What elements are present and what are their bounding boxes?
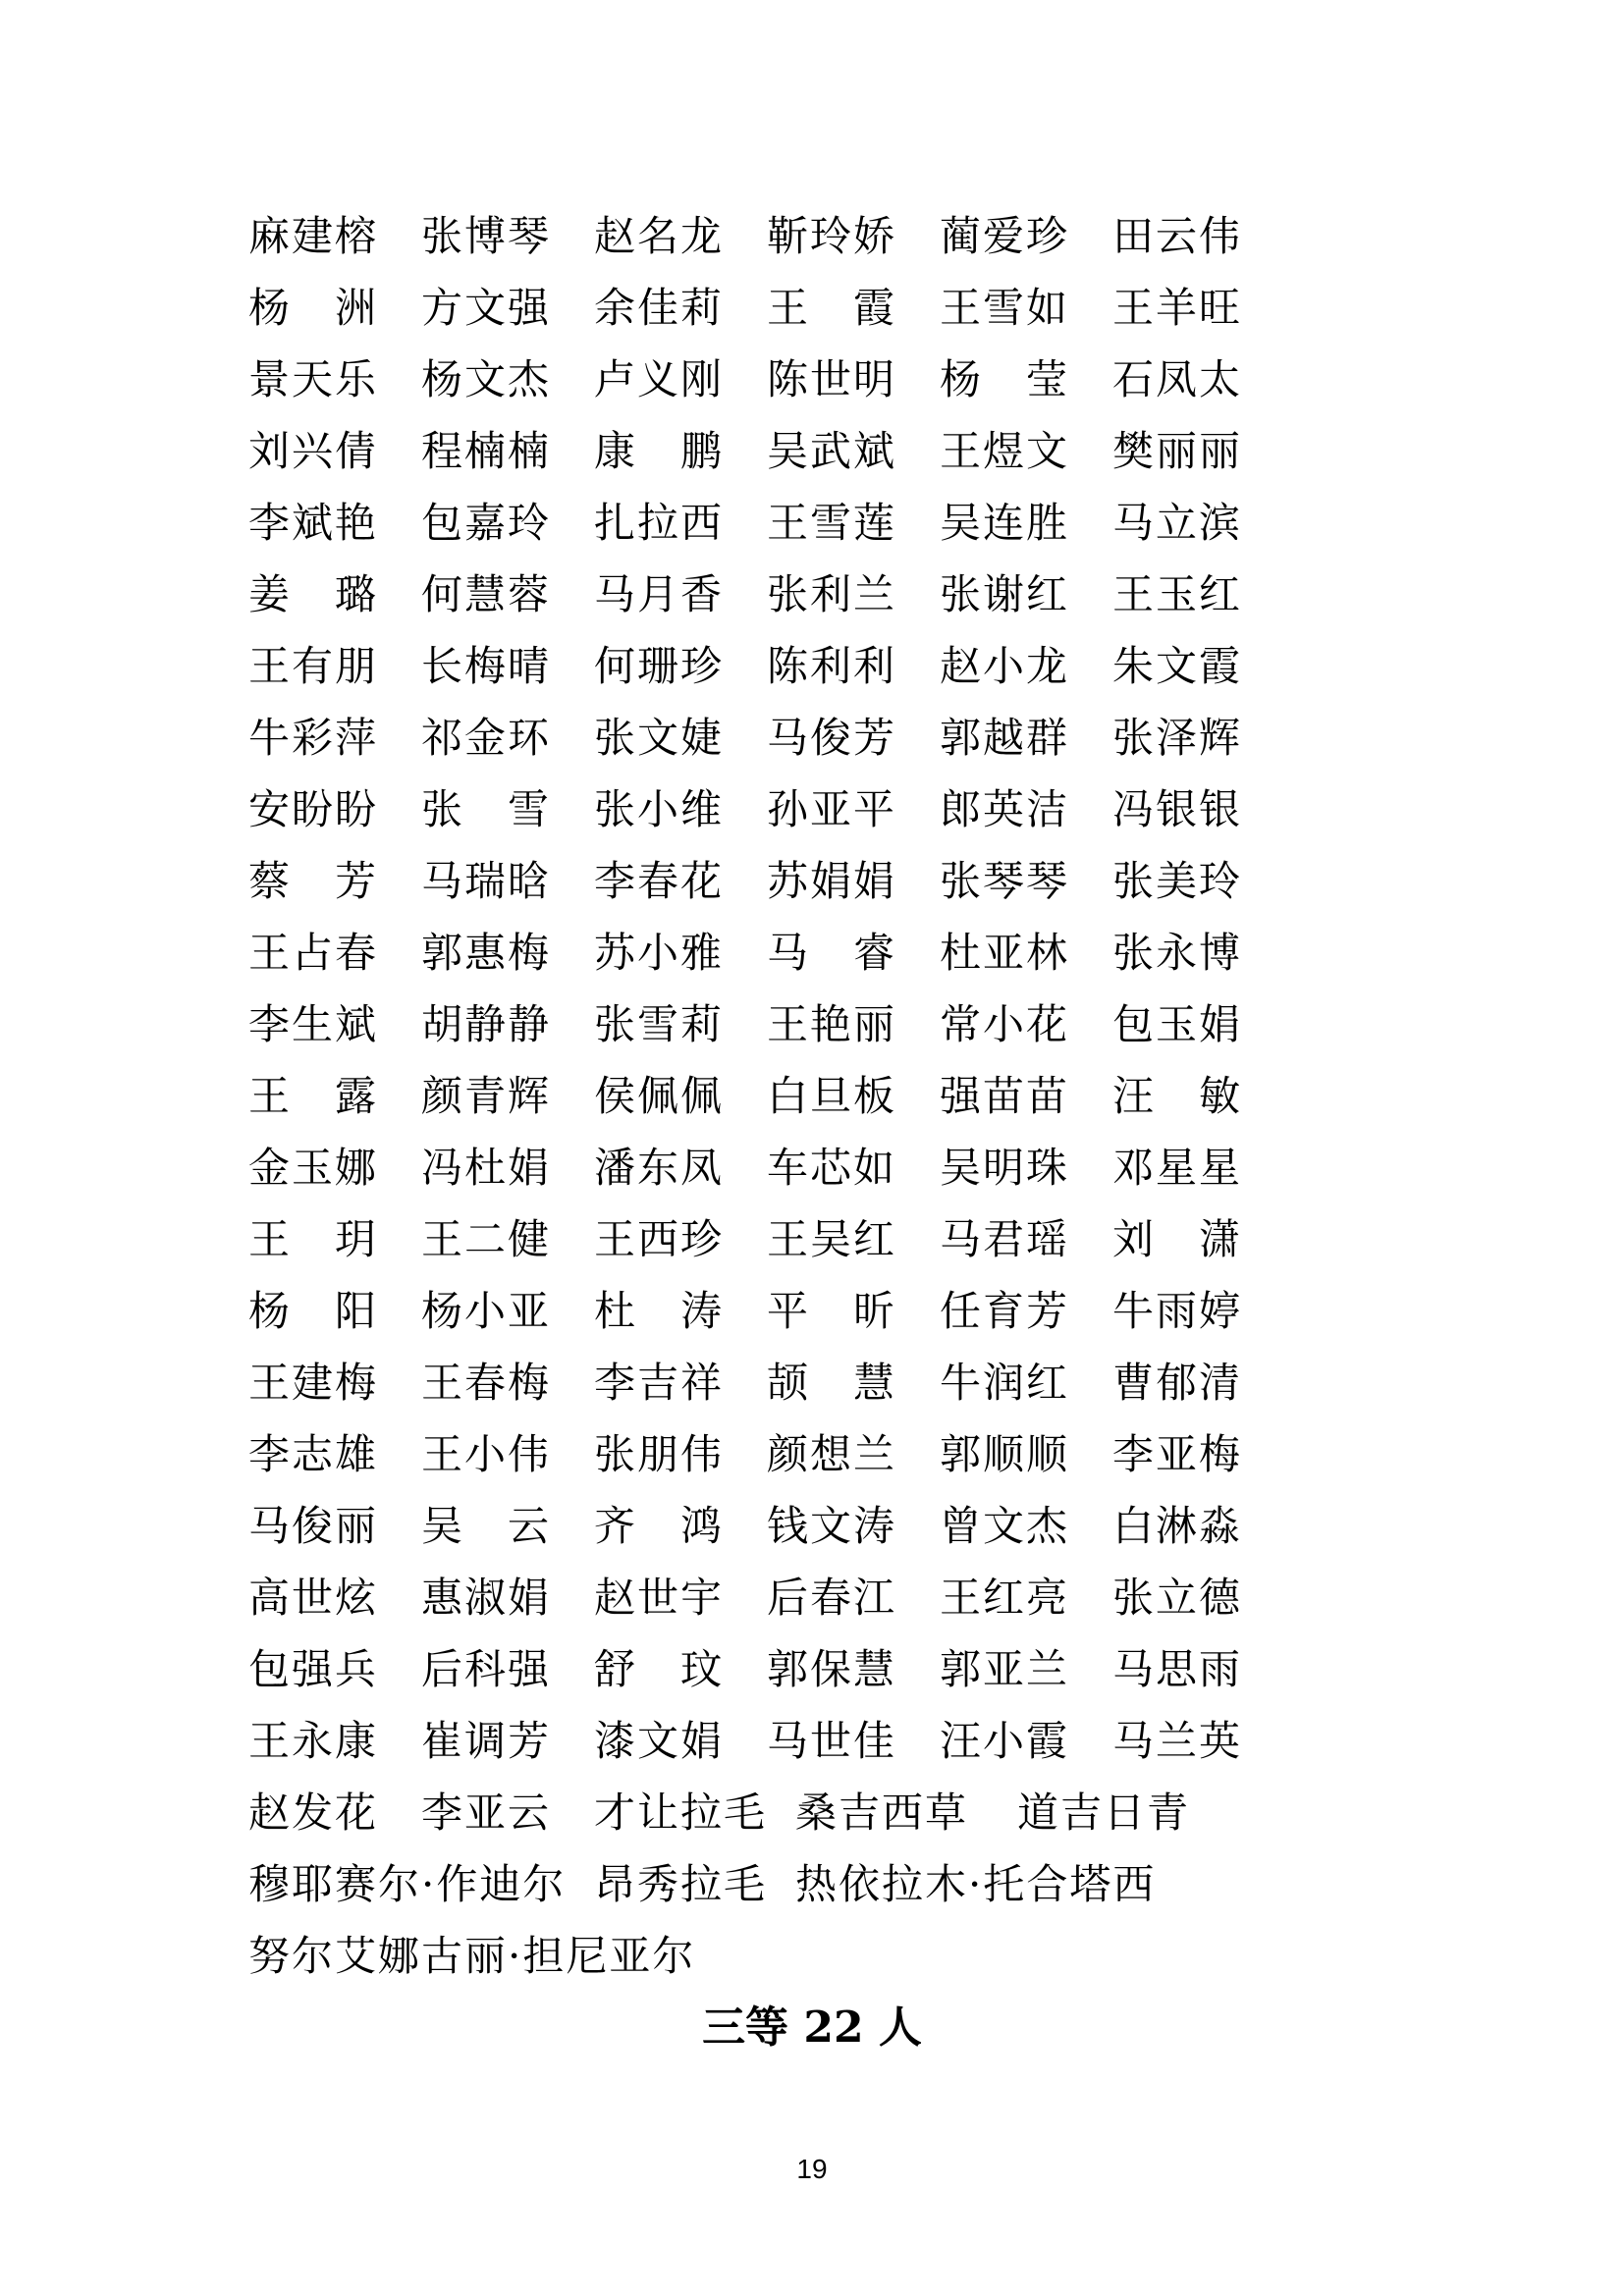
name-cell: 张谢红: [940, 570, 1070, 618]
name-row: [248, 1714, 1358, 1786]
name-cell: 赵小龙: [940, 642, 1070, 690]
name-cell: 颉 慧: [767, 1359, 897, 1407]
name-cell: 强苗苗: [940, 1072, 1070, 1120]
name-row: [248, 782, 1358, 854]
name-cell: 赵发花: [248, 1789, 379, 1837]
name-cell: 王艳丽: [767, 1000, 897, 1048]
name-cell: 杨 洲: [248, 284, 379, 332]
name-cell: 潘东凤: [594, 1144, 725, 1192]
name-cell: 牛雨婷: [1112, 1287, 1243, 1335]
name-cell: 何慧蓉: [421, 570, 552, 618]
name-row: [248, 1571, 1358, 1642]
name-cell: 马瑞晗: [421, 857, 552, 905]
name-cell: 马兰英: [1112, 1717, 1243, 1765]
name-cell: 曹郁清: [1112, 1359, 1243, 1407]
name-cell: 王小伟: [421, 1430, 552, 1478]
name-row: [248, 1212, 1358, 1284]
name-cell: 舒 玟: [594, 1645, 725, 1693]
name-cell: 后春江: [767, 1574, 897, 1622]
name-row: [248, 639, 1358, 711]
name-cell: 刘 潇: [1112, 1215, 1243, 1263]
name-row: [248, 997, 1358, 1069]
name-cell: 李吉祥: [594, 1359, 725, 1407]
name-cell: 道吉日青: [1017, 1789, 1191, 1837]
name-cell: 王吴红: [767, 1215, 897, 1263]
name-cell: 王煜文: [940, 427, 1070, 475]
name-cell: 高世炫: [248, 1574, 379, 1622]
name-list: [248, 209, 1358, 2001]
name-cell: 郭惠梅: [421, 929, 552, 977]
name-cell: 余佳莉: [594, 284, 725, 332]
name-cell: 卢义刚: [594, 355, 725, 403]
name-cell: 包强兵: [248, 1645, 379, 1693]
name-cell: 靳玲娇: [767, 212, 897, 260]
name-cell: 马立滨: [1112, 499, 1243, 547]
name-row: [248, 711, 1358, 782]
name-cell: 白淋淼: [1112, 1502, 1243, 1550]
name-cell: 郭保慧: [767, 1645, 897, 1693]
name-cell: 郭亚兰: [940, 1645, 1070, 1693]
name-row: [248, 1786, 1358, 1857]
name-cell: 樊丽丽: [1112, 427, 1243, 475]
name-cell: 曾文杰: [940, 1502, 1070, 1550]
name-cell: 长梅晴: [421, 642, 552, 690]
name-cell: 马俊丽: [248, 1502, 379, 1550]
name-cell: 张琴琴: [940, 857, 1070, 905]
name-cell: 张利兰: [767, 570, 897, 618]
name-cell: 包嘉玲: [421, 499, 552, 547]
name-cell: 孙亚平: [767, 785, 897, 833]
name-cell: 张永博: [1112, 929, 1243, 977]
name-cell: 王 露: [248, 1072, 379, 1120]
name-cell: 车芯如: [767, 1144, 897, 1192]
name-cell: 张美玲: [1112, 857, 1243, 905]
section-heading: 三等 22 人: [702, 2002, 922, 2053]
name-cell: 颜青辉: [421, 1072, 552, 1120]
name-cell: 张泽辉: [1112, 714, 1243, 762]
name-cell: 马思雨: [1112, 1645, 1243, 1693]
name-cell: 王 霞: [767, 284, 897, 332]
name-cell: 金玉娜: [248, 1144, 379, 1192]
name-cell: 齐 鸿: [594, 1502, 725, 1550]
name-cell: 景天乐: [248, 355, 379, 403]
name-cell: 郎英洁: [940, 785, 1070, 833]
name-cell: 王二健: [421, 1215, 552, 1263]
name-cell: 李春花: [594, 857, 725, 905]
name-cell: 努尔艾娜古丽·担尼亚尔: [248, 1932, 696, 1980]
name-cell: 李生斌: [248, 1000, 379, 1048]
name-cell: 李志雄: [248, 1430, 379, 1478]
name-row: [248, 496, 1358, 567]
name-cell: 苏娟娟: [767, 857, 897, 905]
name-cell: 陈世明: [767, 355, 897, 403]
name-cell: 王永康: [248, 1717, 379, 1765]
name-cell: 穆耶赛尔·作迪尔: [248, 1860, 567, 1908]
name-cell: 热依拉木·托合塔西: [795, 1860, 1157, 1908]
name-cell: 何珊珍: [594, 642, 725, 690]
name-cell: 蔺爱珍: [940, 212, 1070, 260]
name-cell: 张雪莉: [594, 1000, 725, 1048]
name-cell: 郭顺顺: [940, 1430, 1070, 1478]
name-cell: 石凤太: [1112, 355, 1243, 403]
name-cell: 马俊芳: [767, 714, 897, 762]
name-row: [248, 281, 1358, 352]
name-cell: 安盼盼: [248, 785, 379, 833]
name-cell: 吴 云: [421, 1502, 552, 1550]
name-cell: 惠淑娟: [421, 1574, 552, 1622]
name-cell: 马世佳: [767, 1717, 897, 1765]
name-cell: 牛润红: [940, 1359, 1070, 1407]
name-cell: 张博琴: [421, 212, 552, 260]
name-cell: 麻建榕: [248, 212, 379, 260]
name-cell: 杨小亚: [421, 1287, 552, 1335]
name-cell: 汪小霞: [940, 1717, 1070, 1765]
name-cell: 吴明珠: [940, 1144, 1070, 1192]
name-row: [248, 1857, 1358, 1929]
name-row: [248, 1356, 1358, 1427]
name-cell: 包玉娟: [1112, 1000, 1243, 1048]
name-row: [248, 567, 1358, 639]
name-cell: 杜 涛: [594, 1287, 725, 1335]
name-row: [248, 1499, 1358, 1571]
name-row: [248, 424, 1358, 496]
name-cell: 吴连胜: [940, 499, 1070, 547]
name-row: [248, 209, 1358, 281]
name-cell: 蔡 芳: [248, 857, 379, 905]
name-cell: 昂秀拉毛: [594, 1860, 768, 1908]
name-cell: 张朋伟: [594, 1430, 725, 1478]
name-cell: 李斌艳: [248, 499, 379, 547]
name-row: [248, 1929, 1358, 2001]
name-cell: 颜想兰: [767, 1430, 897, 1478]
name-cell: 杨 莹: [940, 355, 1070, 403]
name-cell: 汪 敏: [1112, 1072, 1243, 1120]
name-cell: 方文强: [421, 284, 552, 332]
name-cell: 张文婕: [594, 714, 725, 762]
name-cell: 王羊旺: [1112, 284, 1243, 332]
name-cell: 祁金环: [421, 714, 552, 762]
name-row: [248, 352, 1358, 424]
name-cell: 杜亚林: [940, 929, 1070, 977]
name-cell: 王雪莲: [767, 499, 897, 547]
name-row: [248, 1427, 1358, 1499]
name-cell: 才让拉毛: [594, 1789, 768, 1837]
name-cell: 常小花: [940, 1000, 1070, 1048]
name-cell: 张立德: [1112, 1574, 1243, 1622]
name-cell: 李亚梅: [1112, 1430, 1243, 1478]
page-number: 19: [796, 2154, 828, 2184]
name-cell: 李亚云: [421, 1789, 552, 1837]
name-cell: 王雪如: [940, 284, 1070, 332]
name-cell: 后科强: [421, 1645, 552, 1693]
name-cell: 王 玥: [248, 1215, 379, 1263]
name-cell: 王春梅: [421, 1359, 552, 1407]
name-cell: 王占春: [248, 929, 379, 977]
name-row: [248, 1069, 1358, 1141]
name-cell: 张小维: [594, 785, 725, 833]
name-cell: 田云伟: [1112, 212, 1243, 260]
name-cell: 白旦板: [767, 1072, 897, 1120]
name-cell: 刘兴倩: [248, 427, 379, 475]
name-row: [248, 1141, 1358, 1212]
name-cell: 赵名龙: [594, 212, 725, 260]
name-cell: 扎拉西: [594, 499, 725, 547]
name-row: [248, 854, 1358, 926]
name-cell: 杨 阳: [248, 1287, 379, 1335]
name-cell: 苏小雅: [594, 929, 725, 977]
name-cell: 桑吉西草: [795, 1789, 969, 1837]
name-cell: 朱文霞: [1112, 642, 1243, 690]
name-cell: 崔调芳: [421, 1717, 552, 1765]
name-cell: 任育芳: [940, 1287, 1070, 1335]
name-cell: 姜 璐: [248, 570, 379, 618]
name-cell: 马月香: [594, 570, 725, 618]
name-cell: 赵世宇: [594, 1574, 725, 1622]
name-cell: 牛彩萍: [248, 714, 379, 762]
name-cell: 郭越群: [940, 714, 1070, 762]
name-cell: 王西珍: [594, 1215, 725, 1263]
name-cell: 王有朋: [248, 642, 379, 690]
name-cell: 侯佩佩: [594, 1072, 725, 1120]
name-cell: 康 鹏: [594, 427, 725, 475]
name-row: [248, 926, 1358, 997]
name-cell: 陈利利: [767, 642, 897, 690]
name-cell: 马君瑶: [940, 1215, 1070, 1263]
name-cell: 钱文涛: [767, 1502, 897, 1550]
name-cell: 冯银银: [1112, 785, 1243, 833]
name-cell: 邓星星: [1112, 1144, 1243, 1192]
name-cell: 王玉红: [1112, 570, 1243, 618]
name-cell: 杨文杰: [421, 355, 552, 403]
name-cell: 马 睿: [767, 929, 897, 977]
name-cell: 冯杜娟: [421, 1144, 552, 1192]
name-row: [248, 1642, 1358, 1714]
name-cell: 平 昕: [767, 1287, 897, 1335]
name-cell: 张 雪: [421, 785, 552, 833]
name-cell: 漆文娟: [594, 1717, 725, 1765]
name-cell: 胡静静: [421, 1000, 552, 1048]
name-cell: 程楠楠: [421, 427, 552, 475]
name-row: [248, 1284, 1358, 1356]
name-cell: 王建梅: [248, 1359, 379, 1407]
name-cell: 王红亮: [940, 1574, 1070, 1622]
name-cell: 吴武斌: [767, 427, 897, 475]
